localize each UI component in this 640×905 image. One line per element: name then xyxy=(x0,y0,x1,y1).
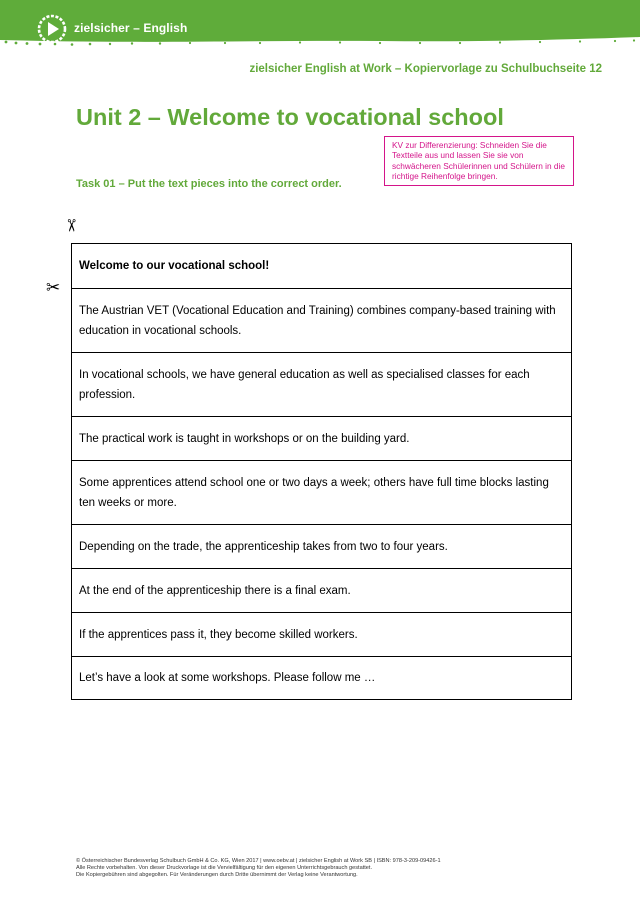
page-title: Unit 2 – Welcome to vocational school xyxy=(76,104,504,130)
series-line: zielsicher English at Work – Kopiervorlage zu Schulbuchseite 12 xyxy=(249,63,602,75)
text-piece: Depending on the trade, the apprenticeship takes from two to four years. xyxy=(72,524,571,568)
footer-line: Alle Rechte vorbehalten. Von dieser Druckvorlage ist die Vervielfältigung für den eigenen Unterrichtsgebrauch gestattet. xyxy=(76,865,373,871)
text-piece: Welcome to our vocational school! xyxy=(79,260,270,272)
text-piece: If the apprentices pass it, they become skilled workers. xyxy=(72,612,571,656)
footer-line: Die Kopiergebühren sind abgegolten. Für Veränderungen durch Dritte übernimmt der Verlag keine Verantwortung. xyxy=(76,872,358,878)
teacher-note: KV zur Differenzierung: Schneiden Sie die Textteile aus und lassen Sie sie von schwächeren Schülerinnen und Schülern in die richtige Reihenfolge bringen. xyxy=(384,136,574,186)
play-icon xyxy=(36,13,68,45)
copyright-footer xyxy=(76,858,596,879)
scissors-icon: ✂ xyxy=(61,218,81,233)
footer-line: © Österreichischer Bundesverlag Schulbuch GmbH & Co. KG, Wien 2017 | www.oebv.at | zielsicher English at Work SB | ISBN: 978-3-209-09426-1 xyxy=(76,858,441,864)
text-piece: The practical work is taught in workshops or on the building yard. xyxy=(72,416,571,460)
text-piece: Some apprentices attend school one or two days a week; others have full time blocks lasting ten weeks or more. xyxy=(72,460,571,524)
text-piece: In vocational schools, we have general education as well as specialised classes for each profession. xyxy=(72,352,571,416)
brand-name: zielsicher – English xyxy=(74,21,188,35)
text-piece: The Austrian VET (Vocational Education and Training) combines company-based training with education in vocational schools. xyxy=(72,288,571,352)
text-piece: Let’s have a look at some workshops. Please follow me … xyxy=(72,656,571,699)
text-pieces-table xyxy=(71,243,572,700)
header-banner xyxy=(0,0,640,52)
scissors-icon: ✂ xyxy=(46,278,61,297)
task-instruction: Task 01 – Put the text pieces into the correct order. xyxy=(76,178,342,190)
text-piece: At the end of the apprenticeship there is a final exam. xyxy=(72,568,571,612)
